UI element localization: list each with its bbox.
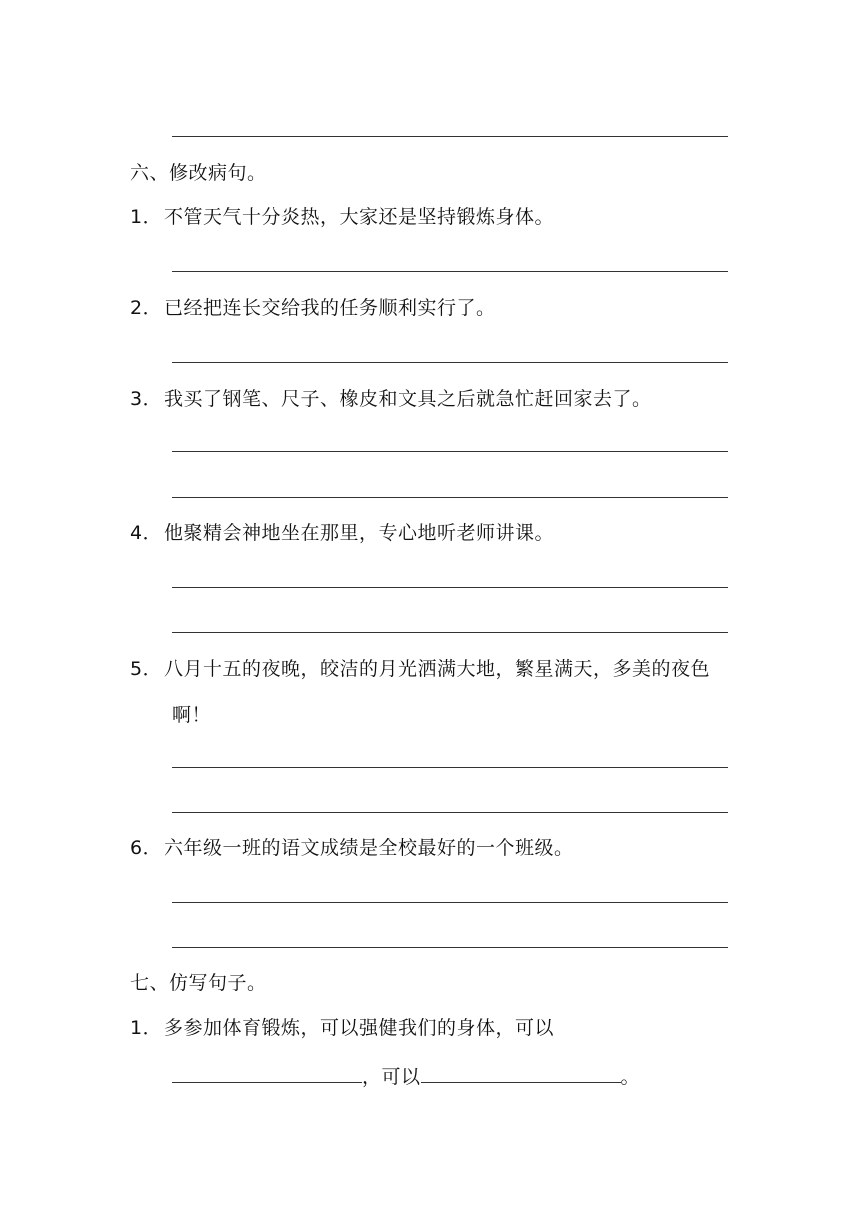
question-number: 3． bbox=[130, 388, 163, 410]
question-item bbox=[130, 1016, 554, 1040]
section-6-title: 六、修改病句。 bbox=[130, 162, 267, 184]
question-text: 不管天气十分炎热，大家还是坚持锻炼身体。 bbox=[164, 206, 555, 228]
question-item bbox=[130, 205, 554, 229]
question-item bbox=[130, 657, 710, 681]
question-number: 6． bbox=[130, 837, 163, 859]
answer-line[interactable] bbox=[172, 587, 728, 588]
answer-line[interactable] bbox=[172, 362, 728, 363]
answer-line[interactable] bbox=[172, 812, 728, 813]
question-number: 1． bbox=[130, 1017, 163, 1039]
question-number: 2． bbox=[130, 297, 163, 319]
question-text: 八月十五的夜晚，皎洁的月光洒满大地，繁星满天，多美的夜色 bbox=[164, 658, 711, 680]
question-number: 4． bbox=[130, 522, 163, 544]
answer-line[interactable] bbox=[172, 632, 728, 633]
fill-in-blank[interactable] bbox=[421, 1062, 621, 1083]
answer-line[interactable] bbox=[172, 497, 728, 498]
question-text: 已经把连长交给我的任务顺利实行了。 bbox=[164, 297, 496, 319]
fill-in-blank[interactable] bbox=[172, 1062, 362, 1083]
question-text: 我买了钢笔、尺子、橡皮和文具之后就急忙赶回家去了。 bbox=[164, 388, 652, 410]
answer-line[interactable] bbox=[172, 947, 728, 948]
question-item bbox=[130, 296, 496, 320]
answer-line[interactable] bbox=[172, 136, 728, 137]
question-number: 1． bbox=[130, 206, 163, 228]
fill-in-row bbox=[172, 1062, 640, 1089]
question-item bbox=[130, 836, 574, 860]
fill-in-connector: ，可以 bbox=[362, 1066, 421, 1088]
question-item bbox=[130, 387, 652, 411]
answer-line[interactable] bbox=[172, 451, 728, 452]
answer-line[interactable] bbox=[172, 902, 728, 903]
question-text: 他聚精会神地坐在那里，专心地听老师讲课。 bbox=[164, 522, 555, 544]
question-number: 5． bbox=[130, 658, 163, 680]
section-7-title: 七、仿写句子。 bbox=[130, 972, 267, 994]
question-text: 多参加体育锻炼，可以强健我们的身体，可以 bbox=[164, 1017, 555, 1039]
answer-line[interactable] bbox=[172, 767, 728, 768]
question-text-continuation: 啊！ bbox=[172, 704, 212, 726]
question-text: 六年级一班的语文成绩是全校最好的一个班级。 bbox=[164, 837, 574, 859]
answer-line[interactable] bbox=[172, 271, 728, 272]
question-item bbox=[130, 521, 554, 545]
fill-in-end: 。 bbox=[620, 1066, 641, 1088]
